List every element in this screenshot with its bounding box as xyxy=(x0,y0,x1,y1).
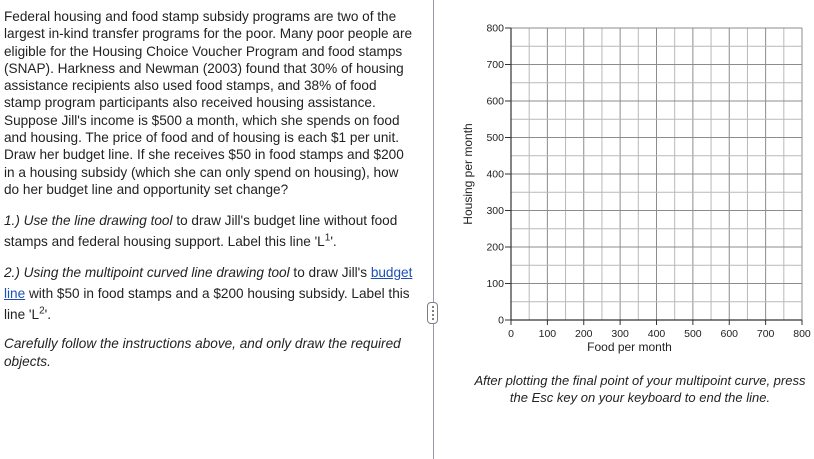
esc-instructions: After plotting the final point of your multipoint curve, press the Esc key on your keyboard to end the line. xyxy=(474,373,806,405)
y-tick-label: 400 xyxy=(486,168,504,181)
x-tick-label: 300 xyxy=(611,328,629,340)
x-tick-label: 700 xyxy=(756,328,775,340)
grip-dot xyxy=(432,310,434,312)
y-tick-label: 500 xyxy=(486,132,504,144)
budget-line-link[interactable]: budget line xyxy=(4,265,413,302)
part-2-label-sup: 2 xyxy=(39,305,45,317)
x-tick-label: 0 xyxy=(508,328,514,340)
x-tick-label: 100 xyxy=(538,328,557,340)
part-2-text-a: to draw Jill's xyxy=(293,265,368,281)
part-2-instruction xyxy=(4,262,414,325)
graph-canvas[interactable] xyxy=(440,0,814,370)
part-1-instruction xyxy=(4,210,414,252)
x-tick-label: 400 xyxy=(647,328,666,340)
y-tick-label: 700 xyxy=(486,59,504,71)
resize-handle[interactable] xyxy=(427,302,438,324)
grip-dot xyxy=(432,306,434,308)
x-tick-label: 500 xyxy=(684,328,702,340)
part-2-end: '. xyxy=(44,307,52,323)
grip-dot xyxy=(432,318,434,320)
y-tick-label: 300 xyxy=(486,205,504,217)
y-tick-label: 200 xyxy=(486,241,504,254)
panel-divider xyxy=(433,0,434,459)
grip-dot xyxy=(432,314,434,316)
x-tick-label: 200 xyxy=(574,328,593,340)
part-2-text-b: with $50 in food stamps and a $200 housing subsidy. Label this line 'L xyxy=(4,286,410,323)
part-1-end: '. xyxy=(330,234,337,250)
question-text: Federal housing and food stamp subsidy programs are two of the largest in-kind transfer programs for the poor. Many poor people are eligible for the Housing Choice Voucher Program and food stamps (SNAP). Harkness and Newman (2003) found that 30% of housing assistance recipients also used food stamps, and 38% of food stamp program participants also received housing assistance. Suppose Jill's income is $500 a month, which she spends on food and housing. The price of food and of housing is each $1 per unit. Draw her budget line. If she receives $50 in food stamps and $200 in a housing subsidy (which she can only spend on housing), how do her budget line and opportunity set change? xyxy=(4,9,413,197)
x-tick-label: 600 xyxy=(720,328,739,340)
y-tick-label: 600 xyxy=(486,95,504,108)
part-1-tool: Use the line drawing tool xyxy=(23,213,173,229)
y-axis-label: Housing per month xyxy=(461,123,475,225)
x-tick-label: 800 xyxy=(793,328,811,340)
instruction-note: Carefully follow the instructions above, and only draw the required objects. xyxy=(4,336,401,370)
part-1-label-sup: 1 xyxy=(324,232,331,244)
y-tick-label: 0 xyxy=(498,314,504,327)
y-tick-label: 800 xyxy=(486,22,504,35)
part-1-text: to draw Jill's budget line without food stamps and federal housing support. Label this line 'L xyxy=(4,213,398,250)
part-2-number: 2.) xyxy=(4,265,20,281)
part-1-number: 1.) xyxy=(4,213,20,229)
question-panel xyxy=(4,8,414,371)
x-axis-label: Food per month xyxy=(587,340,672,354)
y-tick-label: 100 xyxy=(486,278,504,290)
part-2-tool: Using the multipoint curved line drawing tool xyxy=(23,265,290,281)
